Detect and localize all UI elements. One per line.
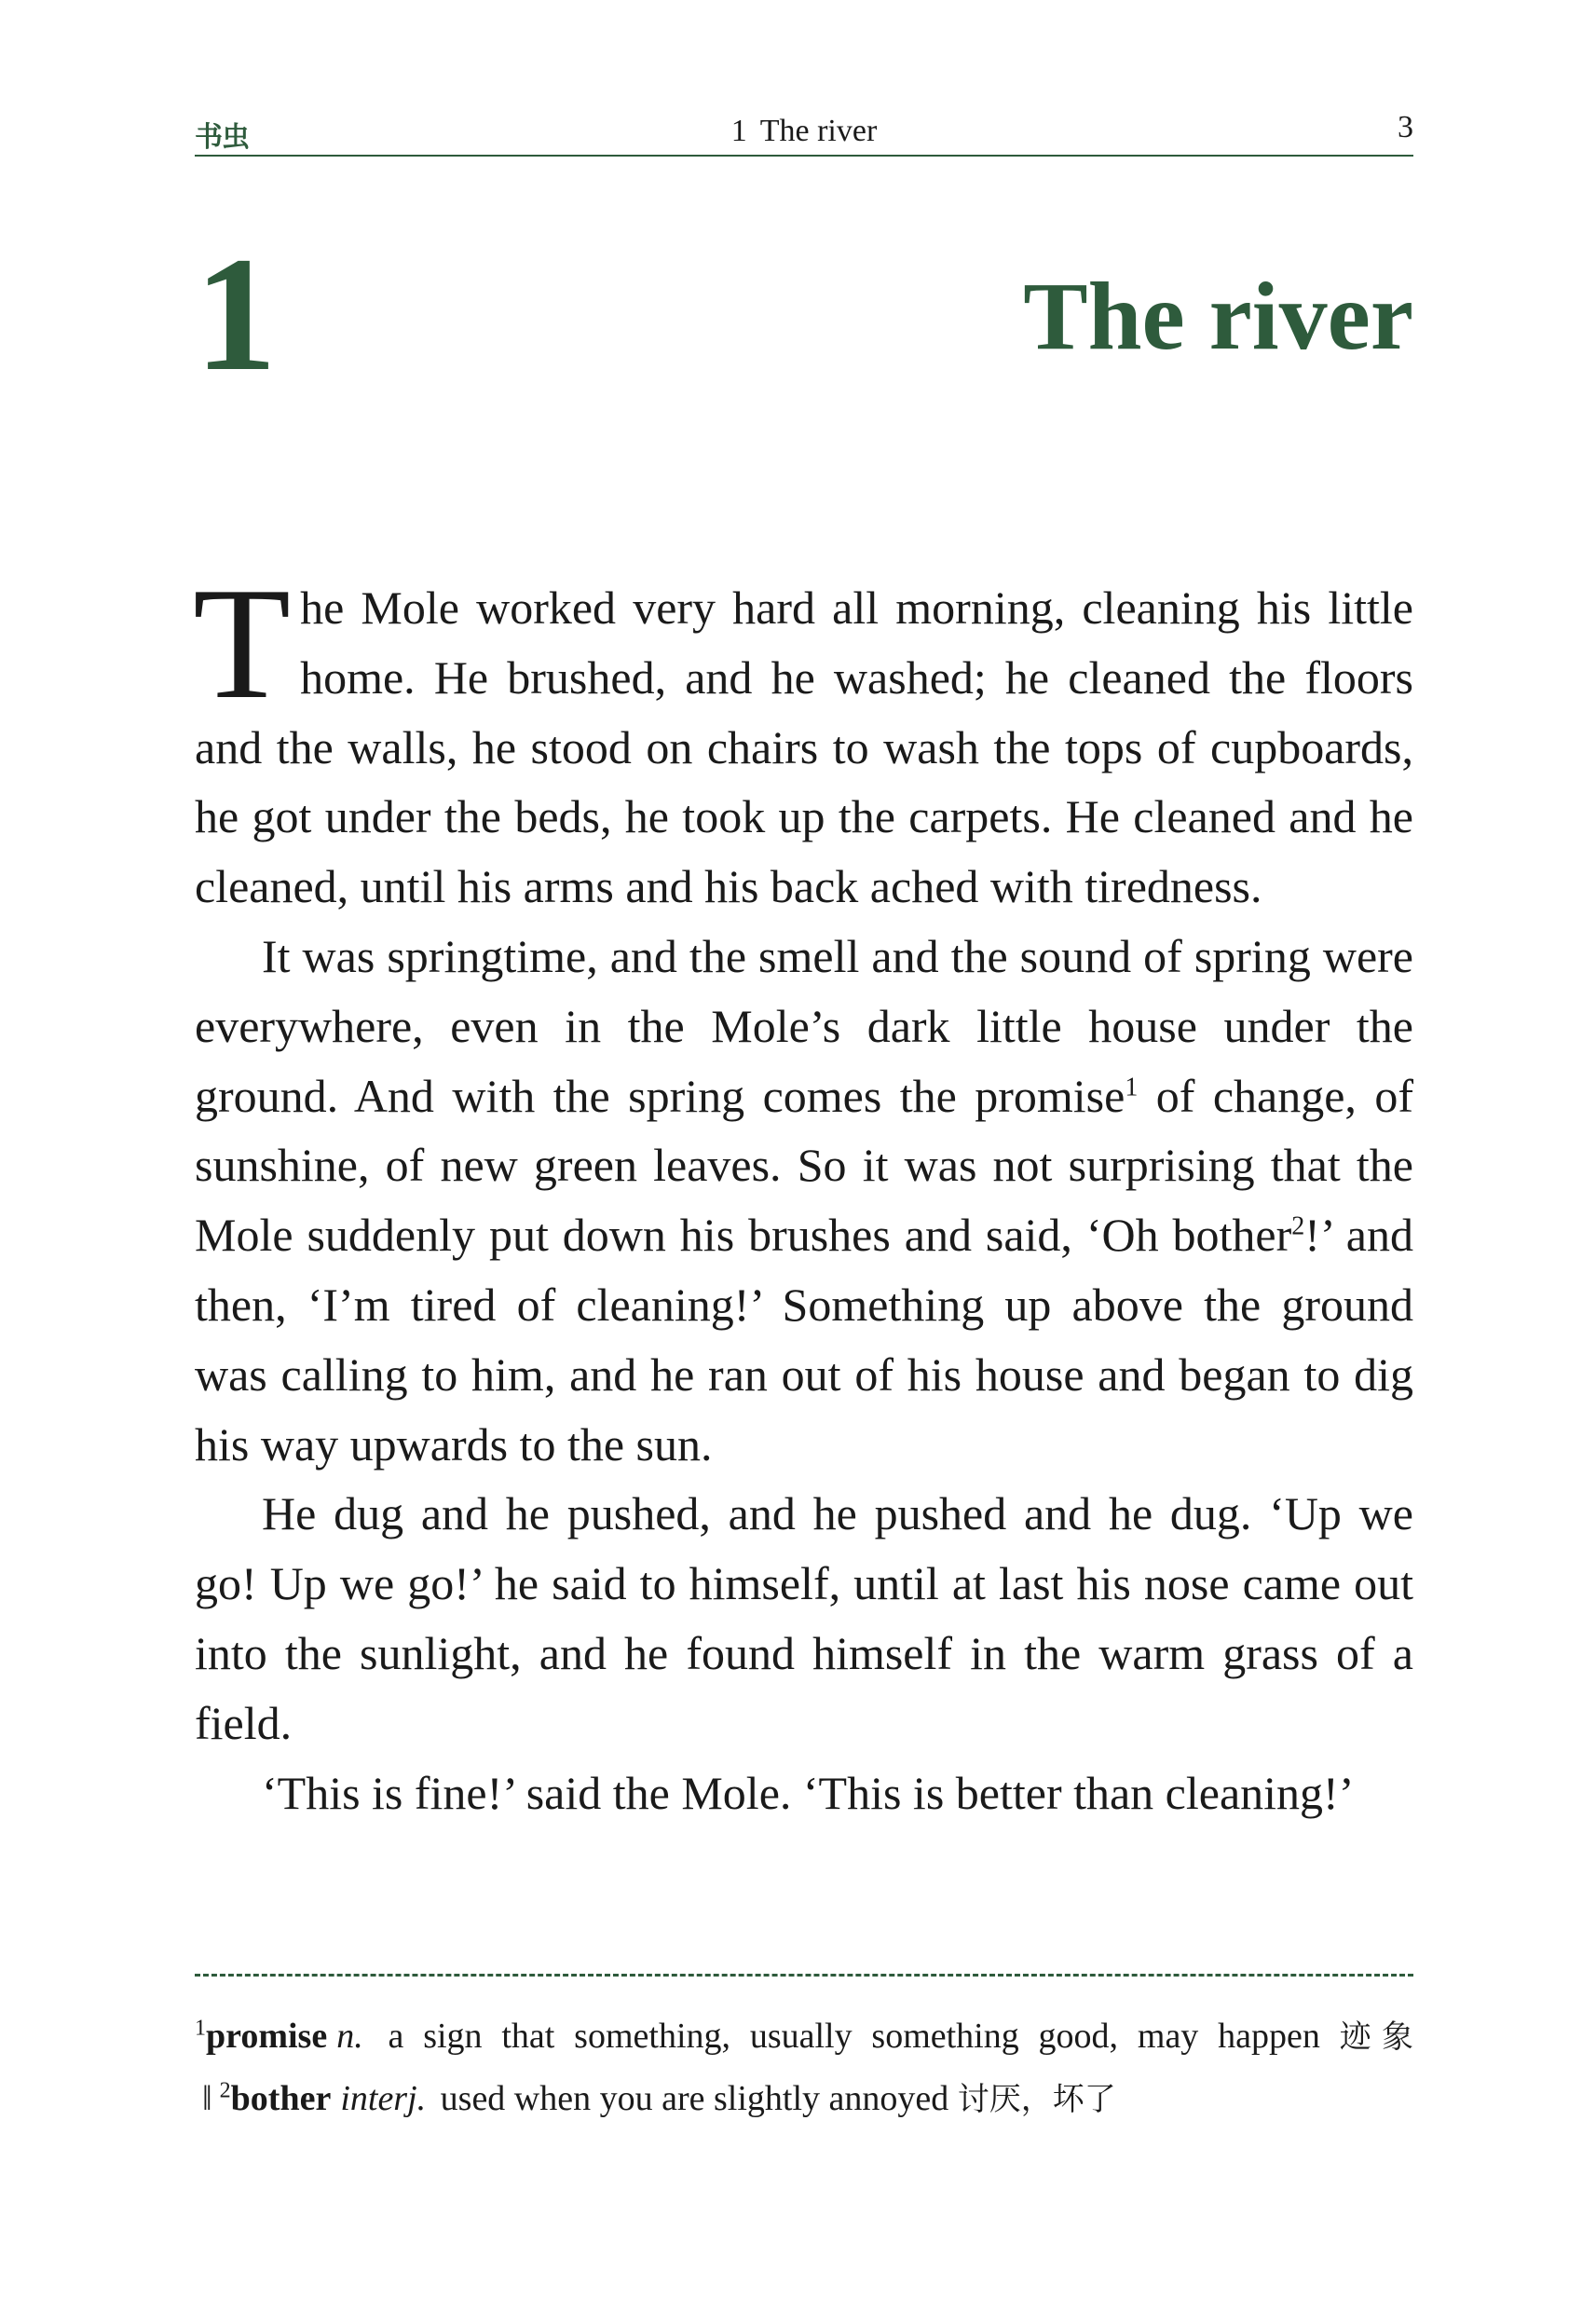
footnote-1-number: 1 xyxy=(195,2016,206,2041)
footnote-divider xyxy=(195,1974,1413,1977)
running-chapter-title: The river xyxy=(759,114,878,148)
footnotes xyxy=(195,2005,1413,2130)
running-title xyxy=(195,114,1413,149)
paragraph-2-part-3: !’ and then, ‘I’m tired of cleaning!’ Something up above the ground was calling to him, and he ran out of his house and began to dig his way upwards to the sun. xyxy=(195,1209,1413,1471)
paragraph-4: ‘This is fine!’ said the Mole. ‘This is better than cleaning!’ xyxy=(262,1766,1355,1819)
footnote-2-definition: used when you are slightly annoyed xyxy=(440,2079,949,2118)
footnote-2-chinese: 讨厌，坏了 xyxy=(957,2081,1116,2118)
running-header xyxy=(195,110,1413,157)
footnote-separator: ‖ xyxy=(202,2079,212,2118)
footnote-2-number: 2 xyxy=(219,2078,231,2103)
drop-cap: T xyxy=(193,555,292,732)
paragraph-2 xyxy=(195,922,1413,1479)
footnote-2-word: bother xyxy=(230,2079,332,2118)
footnote-1-pos: n. xyxy=(336,2017,363,2056)
paragraph-2-part-1: It was springtime, and the smell and the sound of spring were everywhere, even in the Mole’s dark little house under the ground. And with the spring comes the promise xyxy=(195,929,1413,1122)
footnote-2-pos: interj. xyxy=(340,2079,427,2118)
page-number: 3 xyxy=(1398,110,1413,144)
footnote-ref-2: 2 xyxy=(1291,1211,1305,1241)
paragraph-1-text: he Mole worked very hard all morning, cleaning his little home. He brushed, and he washed; he cleaned the floors and the walls, he stood on chairs to wash the tops of cupboards, he got under the beds, he took up the carpets. He cleaned and he cleaned, until his arms and his back ached with tiredness. xyxy=(195,581,1413,913)
paragraph-1 xyxy=(193,555,1413,922)
running-chapter-number: 1 xyxy=(730,114,747,148)
paragraph-3: He dug and he pushed, and he pushed and he dug. ‘Up we go! Up we go!’ he said to himself, until at last his nose came out into the sunlight, and he found himself in the warm grass of a field. xyxy=(195,1487,1413,1749)
footnote-ref-1: 1 xyxy=(1125,1072,1139,1101)
series-logo: 书虫 xyxy=(195,121,249,154)
chapter-title: The river xyxy=(1023,263,1413,370)
body-text xyxy=(193,555,1413,1827)
footnote-1-definition: a sign that something, usually something good, may happen xyxy=(388,2017,1320,2056)
footnote-1-chinese: 迹象 xyxy=(1339,2018,1414,2056)
chapter-number: 1 xyxy=(195,224,277,405)
footnote-1-word: promise xyxy=(206,2017,328,2056)
paragraph-2-part-2: of change, of sunshine, of new green leaves. So it was not surprising that the Mole suddenly put down his brushes and said, ‘Oh bother xyxy=(195,1069,1413,1262)
